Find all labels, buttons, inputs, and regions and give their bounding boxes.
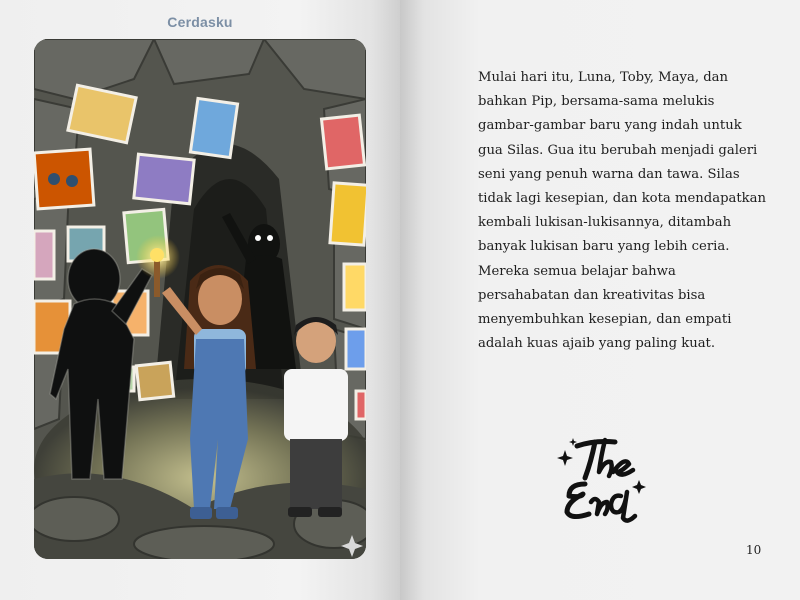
story-paragraph: Mulai hari itu, Luna, Toby, Maya, dan bahkan Pip, bersama-sama melukis gambar-gambar baru yang indah untuk gua Silas. Gua itu berubah menjadi galeri seni yang penuh warna dan tawa. Silas tidak lagi kesepian, dan kota mendapatkan kembali lukisan-lukisannya, ditambah banyak lukisan baru yang lebih ceria. Mereka semua belajar bahwa persahabatan dan kreativitas bisa menyembuhkan kesepian, dan empati adalah kuas ajaib yang paling kuat. [478,70,767,352]
cave-illustration [34,39,366,559]
brand-title: Cerdasku [167,14,233,30]
story-illustration [34,39,366,559]
page-number: 10 [746,543,762,557]
the-end-logo [555,432,649,530]
the-end-logo-icon [555,432,649,530]
